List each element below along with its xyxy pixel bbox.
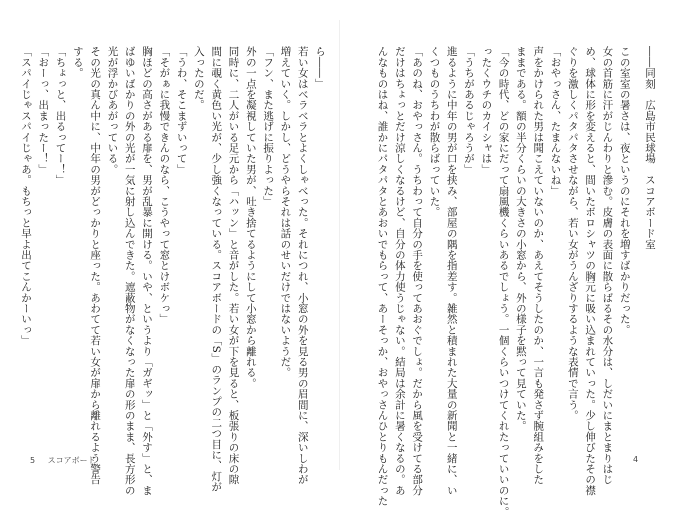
- text-line: ――同刻 広島市民球場 スコアボード室: [644, 46, 656, 250]
- right-page-text: [344, 46, 658, 517]
- text-line: んなものはね、誰かにパタパタとあおいでもらって、あーそっか、おやっさんひとりもんだった: [376, 46, 389, 507]
- text-line: その光の真ん中に、中年の男がどっかりと座った。あわてて若い女が扉から離れるよう警告: [89, 46, 102, 485]
- text-line: 同時に、二人がいる足元から「ハッン」と音がした。若い女が下を見ると、板張りの床の隙: [227, 46, 240, 485]
- text-line: 光が浮かびあがっている。: [106, 46, 119, 175]
- text-line: くつものうちわが散らばっていた。: [428, 46, 441, 218]
- text-line: 「そがぁに我慢できんのなら、こうやって窓とけボケっ」: [158, 46, 171, 325]
- left-page-number: 5: [30, 456, 36, 465]
- text-line: ら――」: [314, 46, 326, 89]
- text-line: 入ったのだ。: [192, 46, 205, 111]
- text-line: 「あのね、おやっさん。うちわって自分の手を使ってあおぐでしょ。だから風を受けてる部分: [411, 46, 424, 496]
- text-line: 外の一点を凝視していた男が、吐き捨てるようにして小窓から離れる。: [244, 46, 257, 389]
- text-line: ばゆいばかりの外の光が一気に射し込んできた。遮蔽物がなくなった扉の形のまま、長方形の: [123, 46, 136, 496]
- text-line: する。: [71, 46, 84, 79]
- text-line: 「今の時代、どの家にだって扇風機くらいあるでしょう。一個くらいつけてくれたっていいのに。: [497, 46, 510, 517]
- text-line: 「おーっ、出まったー！」: [37, 46, 50, 175]
- text-line: 間に覗く黄色い光が、少し強くなっている。スコアボードの「S」のランプの二つ目に、灯が: [210, 46, 223, 493]
- text-line: 「スパイじゃスパイじゃあ。もちっと早よ出てこんかーいっ」: [19, 46, 32, 346]
- text-line: ままである。額の半分くらいの大きさの小窓から、外の様子を黙って見ていた。: [514, 46, 527, 432]
- text-line: 「ちょっと、出るってー！」: [54, 46, 67, 186]
- text-line: 胸ほどの高さがある扉を、男が乱暴に開ける。いや、というより「ガギッ」と「外す」と、ま: [141, 46, 154, 496]
- text-line: 進るように中年の男が口を挟み、部屋の隅を指差す。雑然と積まれた大量の新聞と一緒に、い: [445, 46, 458, 496]
- text-line: 女の首筋に汗がじんわりと滲む。皮膚の表面に散らばるその水分は、しだいにまとまりはじ: [601, 46, 614, 485]
- text-line: ったくウチのカイシャは」: [480, 46, 493, 175]
- text-line: 「おやっさん、たまんないね」: [549, 46, 562, 196]
- text-line: ぐりを激しくパタパタさせながら、若い女がうんざりするような表情で言う。: [566, 46, 579, 421]
- text-line: め、球体に形を変えると、間いたボロシャツの胸元に吸い込まれていった。少し伸びたその襟: [584, 46, 597, 496]
- text-line: 若い女はベラベラとよくしゃべった。それにつれ、小窓の外を見る男の眉間に、深いしわが: [296, 46, 309, 485]
- right-page-footer: [633, 455, 638, 464]
- right-page-number: 4: [633, 455, 639, 464]
- text-line: 「うちがあるじゃろうが」: [463, 46, 476, 175]
- text-line: だけはちょっとだけ涼しくなるけど、自分の体力使うじゃない。結局は余計に暑くなるの。あ: [393, 46, 406, 496]
- text-line: 「うわ、そこまずいって」: [175, 46, 188, 175]
- running-head: スコアボード: [47, 456, 96, 465]
- left-page-footer: [30, 455, 96, 466]
- text-line: この室室の暑さは、夜というのにそれを増すばかりだった。: [618, 46, 631, 335]
- text-line: 声をかけられた男は聞こえていないのか、あえてそうしたのか、一言も発さず腕組みをした: [532, 46, 545, 485]
- left-page-text: [19, 46, 328, 496]
- text-line: 増えていく。しかし、どうやらそれは話のせいだけではないようだ。: [279, 46, 292, 378]
- page-gutter: [339, 20, 340, 470]
- text-line: 「フン、また逃げに振りよった」: [262, 46, 275, 207]
